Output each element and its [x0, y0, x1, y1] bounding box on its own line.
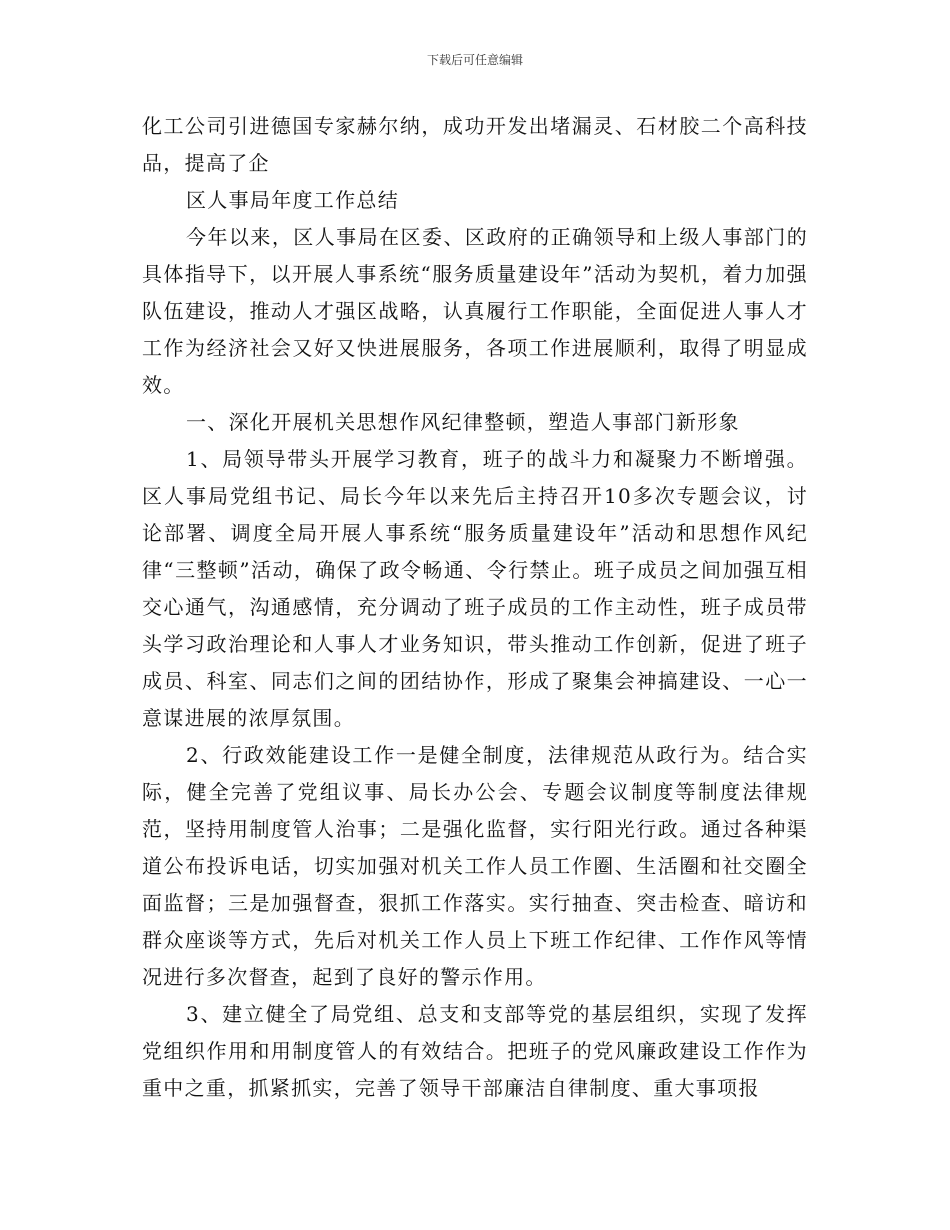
paragraph-item-3: 3、建立健全了局党组、总支和支部等党的基层组织，实现了发挥党组织作用和用制度管人的有效结合。把班子的党风廉政建设工作作为重中之重，抓紧抓实，完善了领导干部廉洁自律制度、重大事项报	[142, 1002, 808, 1100]
document-body	[142, 108, 808, 1107]
section-heading-1: 一、深化开展机关思想作风纪律整顿，塑造人事部门新形象	[186, 410, 740, 434]
page-header: 下载后可任意编辑	[426, 53, 523, 67]
paragraph-item-2: 2、行政效能建设工作一是健全制度，法律规范从政行为。结合实际，健全完善了党组议事、局长办公会、专题会议制度等制度法律规范，坚持用制度管人治事；二是强化监督，实行阳光行政。通过各种渠道公布投诉电话，切实加强对机关工作人员工作圈、生活圈和社交圈全面监督；三是加强督查，狠抓工作落实。实行抽查、突击检查、暗访和群众座谈等方式，先后对机关工作人员上下班工作纪律、工作作风等情况进行多次督查，起到了良好的警示作用。	[142, 743, 808, 989]
paragraph-overview: 今年以来，区人事局在区委、区政府的正确领导和上级人事部门的具体指导下，以开展人事系统“服务质量建设年”活动为契机，着力加强队伍建设，推动人才强区战略，认真履行工作职能，全面促进人事人才工作为经济社会又好又快进展服务，各项工作进展顺利，取得了明显成效。	[142, 225, 808, 397]
paragraph-intro-fragment: 化工公司引进德国专家赫尔纳，成功开发出堵漏灵、石材胶二个高科技品，提高了企	[142, 114, 808, 175]
paragraph-item-1: 1、局领导带头开展学习教育，班子的战斗力和凝聚力不断增强。区人事局党组书记、局长今年以来先后主持召开10多次专题会议，讨论部署、调度全局开展人事系统“服务质量建设年”活动和思想作风纪律“三整顿”活动，确保了政令畅通、令行禁止。班子成员之间加强互相交心通气，沟通感情，充分调动了班子成员的工作主动性，班子成员带头学习政治理论和人事人才业务知识，带头推动工作创新，促进了班子成员、科室、同志们之间的团结协作，形成了聚集会神搞建设、一心一意谋进展的浓厚氛围。	[142, 447, 808, 730]
document-title: 区人事局年度工作总结	[186, 188, 399, 212]
